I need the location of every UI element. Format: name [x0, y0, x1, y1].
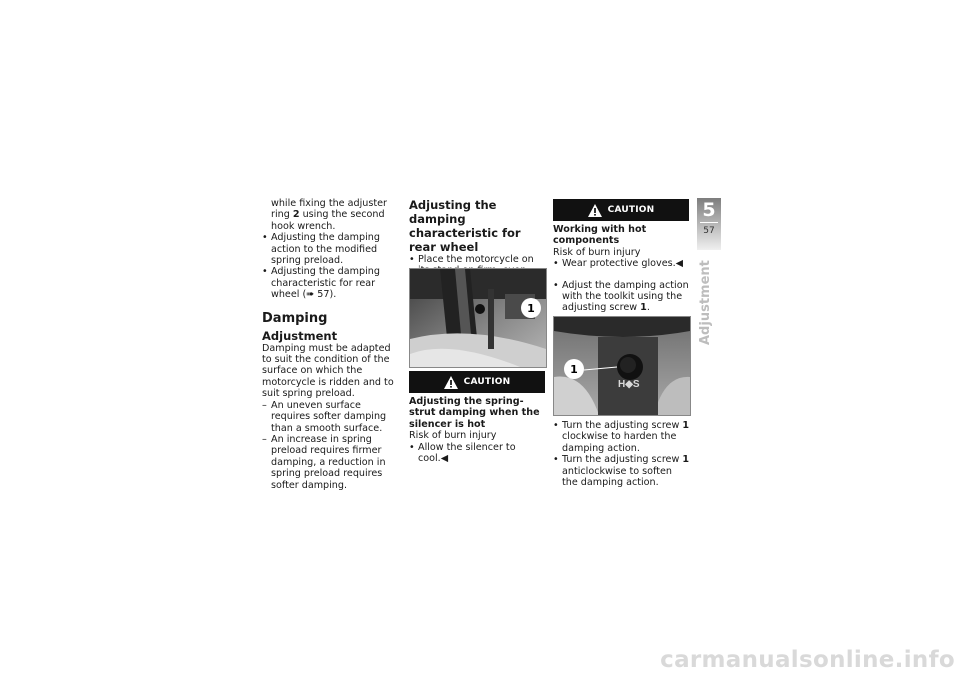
- photo-adjusting-screw: [553, 316, 691, 416]
- continued-paragraph: while fixing the adjuster ring 2 using the second hook wrench.: [271, 198, 387, 232]
- photo-callout-number: 1: [564, 359, 584, 379]
- body-paragraph: Damping must be adapted to suit the condition of the surface on which the motorcycle is ridden and to suit spring preload.: [262, 342, 394, 400]
- ref-number: 1: [682, 420, 690, 431]
- bullet-item: • Adjust the damping action with the toolkit using the adjusting screw 1.: [553, 280, 690, 314]
- photo-illustration: [410, 269, 546, 367]
- column-right: [553, 224, 690, 314]
- subheading-adjustment: Adjustment: [262, 328, 338, 343]
- bullet-item: • Allow the silencer to cool.◀: [409, 442, 546, 465]
- warning-text: Risk of burn injury: [409, 430, 497, 442]
- warning-triangle-icon: [588, 204, 602, 217]
- chapter-number: 5: [702, 199, 716, 221]
- ref-number: 1: [640, 302, 647, 314]
- end-mark-icon: ◀: [440, 453, 449, 465]
- warning-text: Risk of burn injury: [553, 246, 641, 258]
- bullet-item: • Turn the adjusting screw 1 clockwise to harden the damping action.: [553, 420, 690, 454]
- page-reference-arrow-icon: ➠: [306, 289, 315, 301]
- end-mark-icon: ◀: [675, 258, 684, 270]
- caution-label: CAUTION: [607, 205, 655, 215]
- warning-heading: Adjusting the spring-strut damping when the silencer is hot: [409, 396, 540, 430]
- dash-item: – An increase in spring preload requires firmer damping, a reduction in spring preload requires softer damping.: [262, 434, 400, 491]
- column-middle-warning: [409, 396, 546, 464]
- photo-callout-number: 1: [521, 298, 541, 318]
- caution-banner: [409, 371, 545, 393]
- section-heading-damping-rear-wheel: Adjusting the damping characteristic for rear wheel: [409, 198, 521, 254]
- caution-banner: [553, 199, 689, 221]
- page-number: 57: [703, 226, 715, 236]
- caution-label: CAUTION: [463, 377, 511, 387]
- photo-rear-suspension: [409, 268, 547, 368]
- warning-heading: Working with hot components: [553, 224, 647, 247]
- chapter-divider: [700, 222, 718, 223]
- bullet-item: • Turn the adjusting screw 1 anticlockwise to soften the damping action.: [553, 454, 690, 488]
- bullet-item: • Place the motorcycle on: [409, 254, 546, 288]
- ref-number: 1: [682, 454, 690, 466]
- column-right-lower: [553, 420, 690, 488]
- bullet-item: • Adjusting the damping characteristic for rear wheel (➠ 57).: [262, 266, 400, 300]
- warning-triangle-icon: [444, 376, 458, 389]
- bullet-item: • Adjusting the damping action to the modified spring preload.: [262, 232, 400, 266]
- column-left: [262, 198, 400, 491]
- section-side-label: Adjustment: [698, 260, 713, 345]
- ref-number: 2: [292, 209, 300, 221]
- section-heading-damping: Damping: [262, 310, 328, 326]
- dash-item: – An uneven surface requires softer damping than a smooth surface.: [262, 400, 400, 434]
- bullet-item: • Wear protective gloves.◀: [553, 258, 690, 269]
- photo-stamp: H◆S: [618, 379, 640, 390]
- watermark: carmanualsonline.info: [660, 647, 955, 673]
